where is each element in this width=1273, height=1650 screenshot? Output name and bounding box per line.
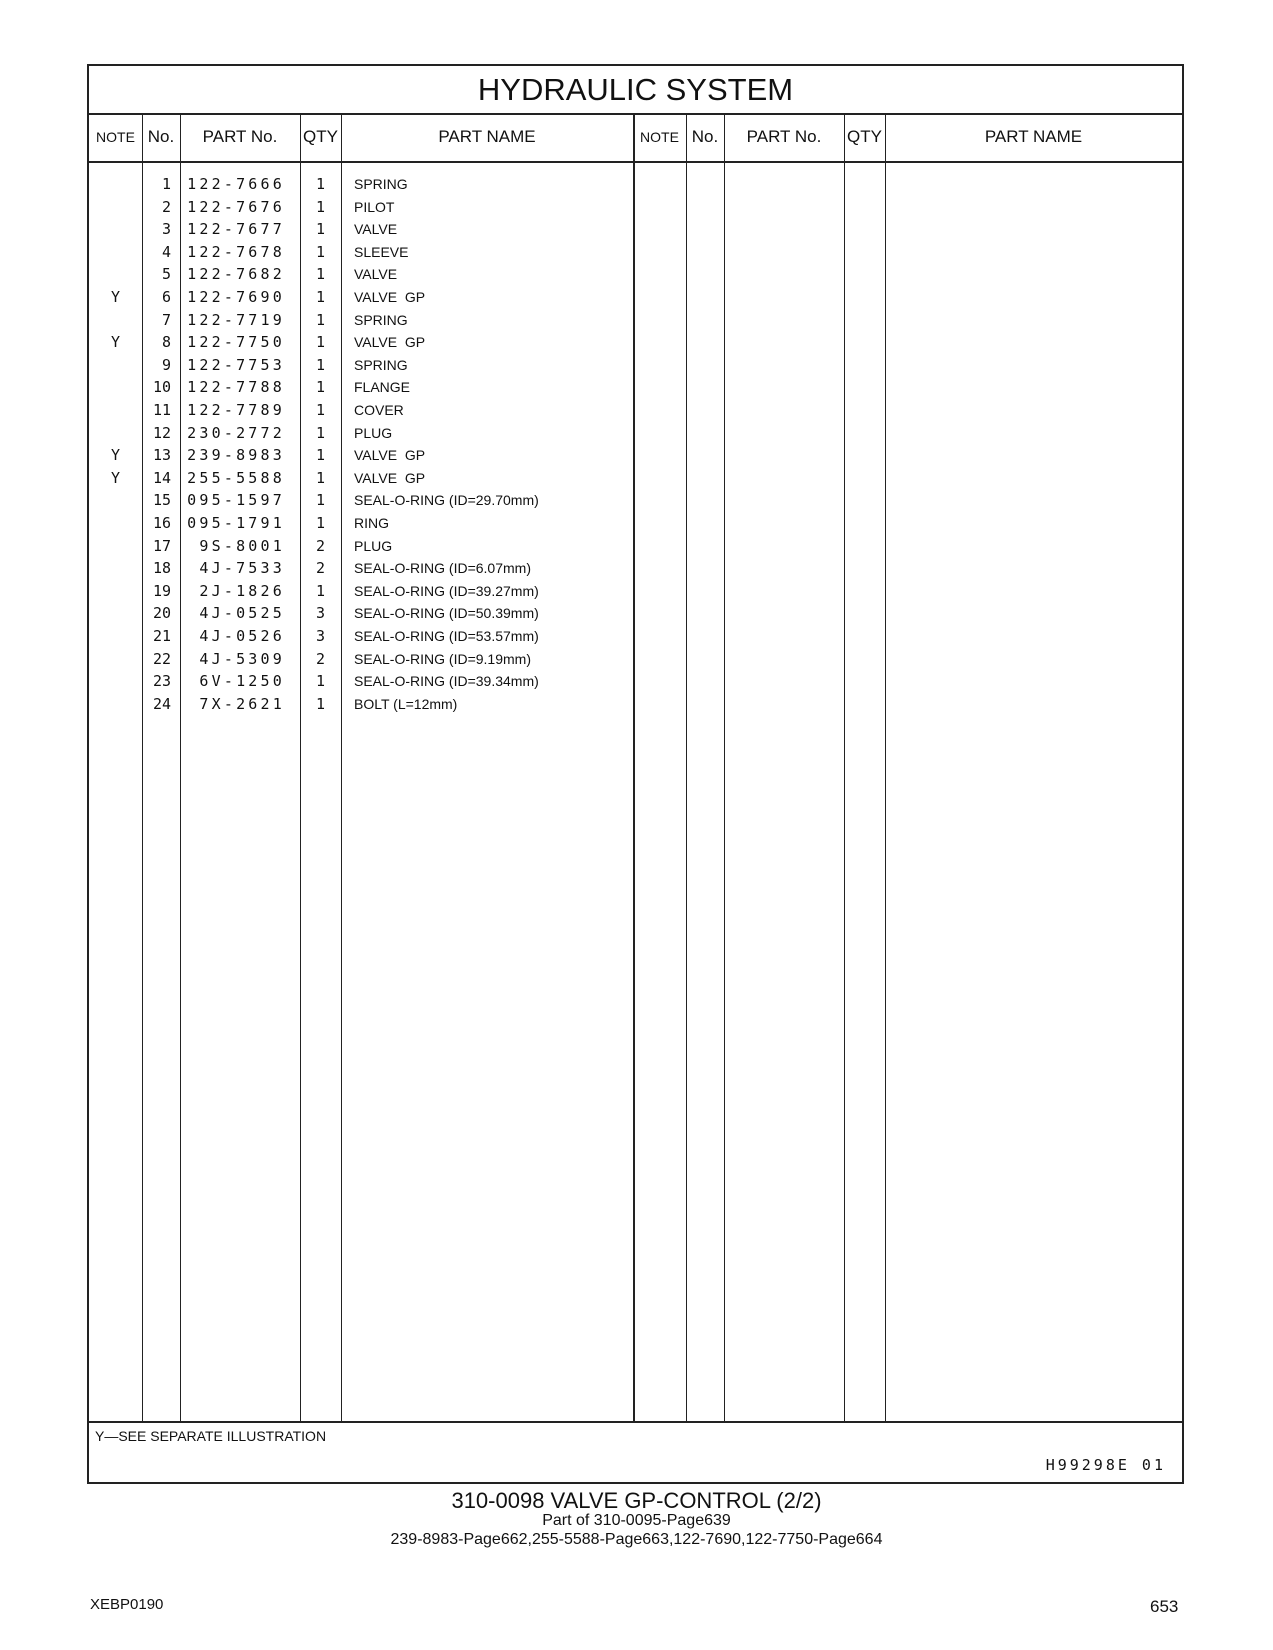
row-quantity: 2	[315, 536, 325, 555]
row-note	[89, 196, 142, 219]
row-quantity: 1	[315, 694, 325, 713]
caption-part-of: Part of 310-0095-Page639	[542, 1512, 731, 1529]
row-quantity: 1	[315, 401, 325, 419]
table-row	[89, 196, 633, 219]
row-part-number: 122-7690	[187, 288, 285, 306]
row-number: 2	[161, 197, 171, 216]
row-number: 10	[152, 378, 171, 397]
table-row	[89, 263, 633, 286]
row-part-name: SPRING	[354, 356, 408, 373]
row-number: 19	[152, 581, 171, 600]
table-row	[89, 309, 633, 332]
row-part-number: 122-7666	[187, 175, 285, 193]
row-part-name: FLANGE	[354, 379, 411, 396]
header-qty-left: QTY	[303, 127, 338, 146]
row-number: 8	[161, 333, 171, 352]
header-no-right: No.	[691, 127, 719, 146]
column-divider	[885, 113, 886, 1421]
row-note	[89, 557, 142, 580]
table-row	[89, 693, 633, 716]
row-part-name: VALVE	[354, 221, 398, 238]
row-quantity: 3	[315, 604, 325, 623]
row-part-name: VALVE	[354, 266, 398, 283]
row-part-number: 4J-0525	[199, 604, 285, 623]
table-row	[89, 444, 633, 467]
table-row	[89, 489, 633, 512]
header-part-name-right: PART NAME	[984, 127, 1083, 146]
row-note	[89, 580, 142, 603]
table-row	[89, 625, 633, 648]
column-divider	[844, 113, 845, 1421]
header-qty-right: QTY	[847, 127, 882, 146]
row-quantity: 1	[315, 220, 325, 239]
row-part-number: 095-1597	[187, 491, 285, 510]
row-quantity: 1	[315, 197, 325, 216]
row-part-number: 239-8983	[187, 446, 285, 465]
column-divider	[633, 113, 635, 1421]
row-number: 24	[152, 694, 171, 713]
table-row	[89, 557, 633, 580]
row-part-number: 122-7789	[187, 401, 285, 419]
row-part-number: 122-7677	[187, 220, 285, 239]
table-row	[89, 376, 633, 399]
row-quantity: 1	[315, 581, 325, 600]
row-number: 15	[152, 491, 171, 510]
row-quantity: 3	[315, 627, 325, 645]
row-part-number: 122-7788	[187, 378, 285, 397]
row-part-number: 122-7719	[187, 310, 285, 329]
row-note	[89, 535, 142, 558]
row-number: 4	[161, 242, 171, 261]
row-note: Y	[110, 446, 121, 465]
page-number: 653	[1150, 1597, 1179, 1616]
row-part-number: 255-5588	[187, 468, 285, 487]
row-part-name: BOLT (L=12mm)	[354, 695, 458, 712]
row-part-number: 122-7750	[187, 333, 285, 352]
row-part-name: PILOT	[354, 198, 395, 215]
row-part-name: VALVE GP	[354, 447, 426, 464]
row-quantity: 2	[315, 559, 325, 578]
header-part-no-left: PART No.	[202, 127, 278, 146]
illustration-reference: H99298E 01	[1045, 1456, 1166, 1474]
row-quantity: 1	[315, 355, 325, 374]
row-quantity: 2	[315, 649, 325, 668]
row-part-number: 122-7753	[187, 355, 285, 374]
row-number: 5	[161, 265, 171, 284]
row-quantity: 1	[315, 242, 325, 261]
row-quantity: 1	[315, 514, 325, 532]
row-part-name: SEAL-O-RING (ID=9.19mm)	[354, 650, 531, 667]
row-part-number: 9S-8001	[199, 536, 285, 555]
row-number: 22	[152, 649, 171, 668]
row-note	[89, 670, 142, 693]
row-quantity: 1	[315, 446, 325, 465]
row-number: 6	[161, 288, 171, 306]
row-number: 1	[161, 175, 171, 193]
table-row	[89, 512, 633, 535]
table-row	[89, 580, 633, 603]
row-number: 16	[152, 514, 171, 532]
row-part-name: SPRING	[354, 176, 408, 192]
row-note	[89, 648, 142, 671]
row-part-name: PLUG	[354, 537, 393, 554]
row-part-number: 6V-1250	[199, 672, 285, 691]
column-divider	[686, 113, 687, 1421]
row-quantity: 1	[315, 333, 325, 352]
row-quantity: 1	[315, 288, 325, 306]
row-part-name: SEAL-O-RING (ID=39.27mm)	[354, 582, 539, 599]
row-number: 21	[152, 627, 171, 645]
row-part-name: VALVE GP	[354, 289, 426, 305]
row-quantity: 1	[315, 491, 325, 510]
row-quantity: 1	[315, 378, 325, 397]
row-note: Y	[110, 333, 121, 352]
row-number: 9	[161, 355, 171, 374]
header-part-name-left: PART NAME	[438, 127, 536, 146]
header-note-right: NOTE	[640, 129, 679, 145]
row-number: 3	[161, 220, 171, 239]
footnote: Y—SEE SEPARATE ILLUSTRATION	[95, 1428, 327, 1444]
table-row	[89, 331, 633, 354]
header-part-no-right: PART No.	[746, 127, 822, 146]
row-part-name: VALVE GP	[354, 469, 426, 486]
row-note	[89, 693, 142, 716]
row-part-name: VALVE GP	[354, 334, 426, 351]
row-note	[89, 354, 142, 377]
row-number: 18	[152, 559, 171, 578]
table-row	[89, 422, 633, 445]
row-part-number: 2J-1826	[199, 581, 285, 600]
row-note: Y	[110, 288, 121, 306]
row-quantity: 1	[315, 175, 325, 193]
row-number: 12	[152, 423, 171, 442]
row-quantity: 1	[315, 310, 325, 329]
row-note	[89, 309, 142, 332]
row-note	[89, 512, 142, 535]
row-note	[89, 399, 142, 422]
row-part-name: SEAL-O-RING (ID=50.39mm)	[354, 605, 539, 622]
row-number: 20	[152, 604, 171, 623]
row-part-number: 122-7678	[187, 242, 285, 261]
table-row	[89, 218, 633, 241]
row-part-number: 4J-7533	[199, 559, 285, 578]
header-note-left: NOTE	[96, 129, 135, 145]
row-note	[89, 263, 142, 286]
document-id: XEBP0190	[90, 1596, 164, 1613]
table-row	[89, 354, 633, 377]
caption-title: 310-0098 VALVE GP-CONTROL (2/2)	[451, 1488, 822, 1513]
row-part-name: PLUG	[354, 424, 393, 441]
row-quantity: 1	[315, 265, 325, 284]
row-part-number: 095-1791	[187, 514, 285, 532]
row-part-number: 122-7682	[187, 265, 285, 284]
row-part-name: SLEEVE	[354, 243, 409, 260]
row-note	[89, 376, 142, 399]
row-number: 17	[152, 536, 171, 555]
row-part-name: COVER	[354, 402, 404, 418]
row-part-number: 122-7676	[187, 197, 285, 216]
row-quantity: 1	[315, 672, 325, 691]
row-number: 7	[161, 310, 171, 329]
row-part-name: SPRING	[354, 311, 408, 328]
row-part-name: SEAL-O-RING (ID=29.70mm)	[354, 492, 539, 509]
parts-table-frame	[87, 64, 1184, 1484]
table-row	[89, 648, 633, 671]
table-row	[89, 602, 633, 625]
row-quantity: 1	[315, 423, 325, 442]
row-part-number: 230-2772	[187, 423, 285, 442]
row-note	[89, 489, 142, 512]
row-part-number: 7X-2621	[199, 694, 285, 713]
row-note	[89, 625, 142, 648]
row-quantity: 1	[315, 468, 325, 487]
header-no-left: No.	[147, 127, 175, 146]
row-number: 11	[152, 401, 171, 419]
row-part-number: 4J-5309	[199, 649, 285, 668]
table-row	[89, 286, 633, 309]
row-number: 23	[152, 672, 171, 691]
row-part-name: SEAL-O-RING (ID=53.57mm)	[354, 628, 539, 644]
section-title: HYDRAULIC SYSTEM	[89, 66, 1182, 115]
row-note	[89, 602, 142, 625]
row-note	[89, 422, 142, 445]
column-divider	[724, 113, 725, 1421]
table-row	[89, 241, 633, 264]
table-row	[89, 467, 633, 490]
table-row	[89, 535, 633, 558]
row-note	[89, 218, 142, 241]
table-bottom-rule	[89, 1421, 1182, 1423]
row-part-number: 4J-0526	[199, 627, 285, 645]
table-header	[89, 113, 1182, 163]
row-part-name: RING	[354, 515, 389, 531]
row-part-name: SEAL-O-RING (ID=39.34mm)	[354, 673, 539, 690]
row-note: Y	[110, 468, 121, 487]
row-part-name: SEAL-O-RING (ID=6.07mm)	[354, 560, 531, 577]
table-row	[89, 670, 633, 693]
table-row	[89, 399, 633, 422]
row-note	[89, 241, 142, 264]
row-note	[89, 173, 142, 196]
table-row	[89, 173, 633, 196]
caption-references: 239-8983-Page662,255-5588-Page663,122-7690,122-7750-Page664	[390, 1531, 883, 1548]
row-number: 13	[152, 446, 171, 465]
row-number: 14	[152, 468, 171, 487]
